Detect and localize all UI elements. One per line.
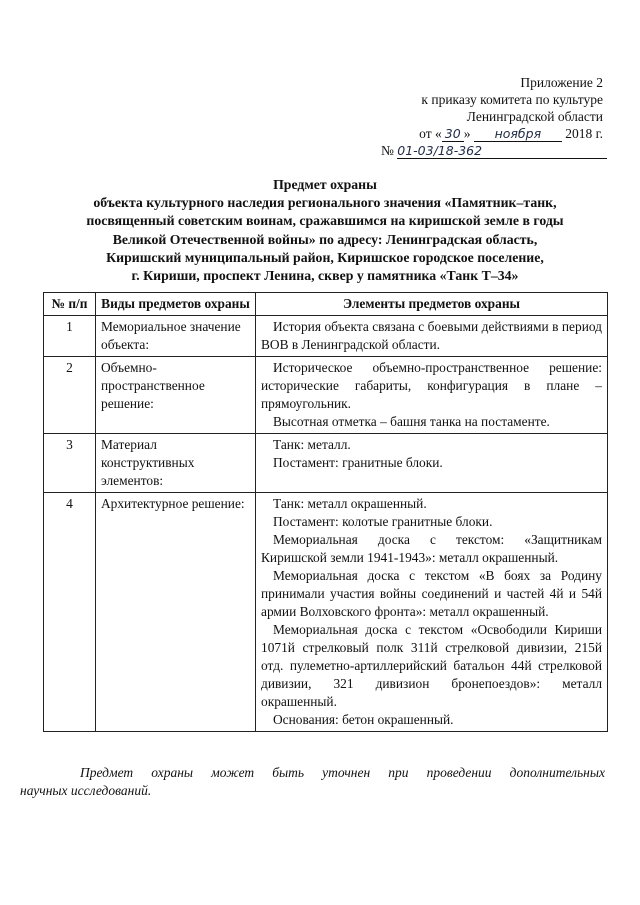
date-mid: »: [463, 126, 471, 141]
appendix-number-line: [353, 142, 603, 159]
row-num: 3: [44, 434, 96, 493]
element-text: Танк: металл.: [273, 437, 351, 452]
date-month: ноября: [474, 127, 562, 142]
element-text: Постамент: колотые гранитные блоки.: [273, 514, 493, 529]
row-elements: [256, 434, 608, 493]
element-text: Мемориальная доска с текстом «Освободили Кириши 1071й стрелковый полк 311й стрелковой дивизии, 215й отд. пулеметно-артиллерийский батальон 44й стрелковой дивизии, 321 дивизион бронепоездов»: металл окрашенный.: [261, 622, 602, 709]
protection-table: [43, 292, 608, 732]
table-row: [44, 493, 608, 732]
element-text: Высотная отметка – башня танка на постаменте.: [273, 414, 550, 429]
element-text: Мемориальная доска с текстом: «Защитникам Киришской земли 1941-1943»: металл окрашенный.: [261, 532, 602, 565]
appendix-date-line: [353, 125, 603, 142]
element-text: История объекта связана с боевыми действиями в период ВОВ в Ленинградской области.: [261, 319, 602, 352]
heading-line-3: посвященный советским воинам, сражавшимся на киришской земле в годы: [86, 213, 564, 229]
appendix-region: Ленинградской области: [466, 109, 603, 124]
appendix-order-ref: к приказу комитета по культуре: [421, 92, 603, 107]
element-text: Историческое объемно-пространственное решение: исторические габариты, конфигурация в плане – прямоугольник.: [261, 360, 602, 411]
document-number: 01-03/18-362: [397, 144, 607, 159]
row-type: Мемориальное значение объекта:: [96, 316, 256, 357]
heading-line-4: Великой Отечественной войны» по адресу: Ленинградская область,: [112, 231, 538, 247]
table-row: [44, 357, 608, 434]
date-day: 30: [442, 127, 464, 142]
table-header-row: [44, 293, 608, 316]
heading-line-2: объекта культурного наследия регионального значения «Памятник–танк,: [93, 195, 557, 211]
element-text: Мемориальная доска с текстом «В боях за Родину принимали участия войны соединений и частей 4й и 54й армии Волховского фронта»: металл окрашенный.: [261, 568, 602, 619]
header-num: № п/п: [44, 293, 96, 316]
row-type: Архитектурное решение:: [96, 493, 256, 732]
footnote-line-2: научных исследований.: [20, 783, 152, 798]
date-year: 2018 г.: [565, 126, 603, 141]
row-num: 4: [44, 493, 96, 732]
appendix-block: [353, 74, 603, 159]
element-text: Постамент: гранитные блоки.: [273, 455, 443, 470]
footnote-line-1: Предмет охраны может быть уточнен при проведении дополнительных: [80, 765, 605, 780]
heading-title: Предмет охраны: [273, 177, 377, 192]
date-prefix: от «: [419, 126, 442, 141]
row-num: 2: [44, 357, 96, 434]
row-type: Объемно-пространственное решение:: [96, 357, 256, 434]
header-type: Виды предметов охраны: [96, 293, 256, 316]
heading-line-5: Киришский муниципальный район, Киришское городское поселение,: [106, 249, 544, 265]
element-text: Танк: металл окрашенный.: [273, 496, 427, 511]
row-elements: [256, 493, 608, 732]
document-heading: [40, 176, 610, 285]
row-num: 1: [44, 316, 96, 357]
table-row: [44, 316, 608, 357]
row-elements: [256, 316, 608, 357]
row-type: Материал конструктивных элементов:: [96, 434, 256, 493]
header-elements: Элементы предметов охраны: [256, 293, 608, 316]
number-prefix: №: [381, 143, 394, 158]
heading-line-6: г. Кириши, проспект Ленина, сквер у памятника «Танк Т–34»: [131, 268, 519, 284]
appendix-title: Приложение 2: [520, 75, 603, 90]
element-text: Основания: бетон окрашенный.: [273, 712, 454, 727]
table-row: [44, 434, 608, 493]
row-elements: [256, 357, 608, 434]
footnote: [20, 764, 605, 800]
